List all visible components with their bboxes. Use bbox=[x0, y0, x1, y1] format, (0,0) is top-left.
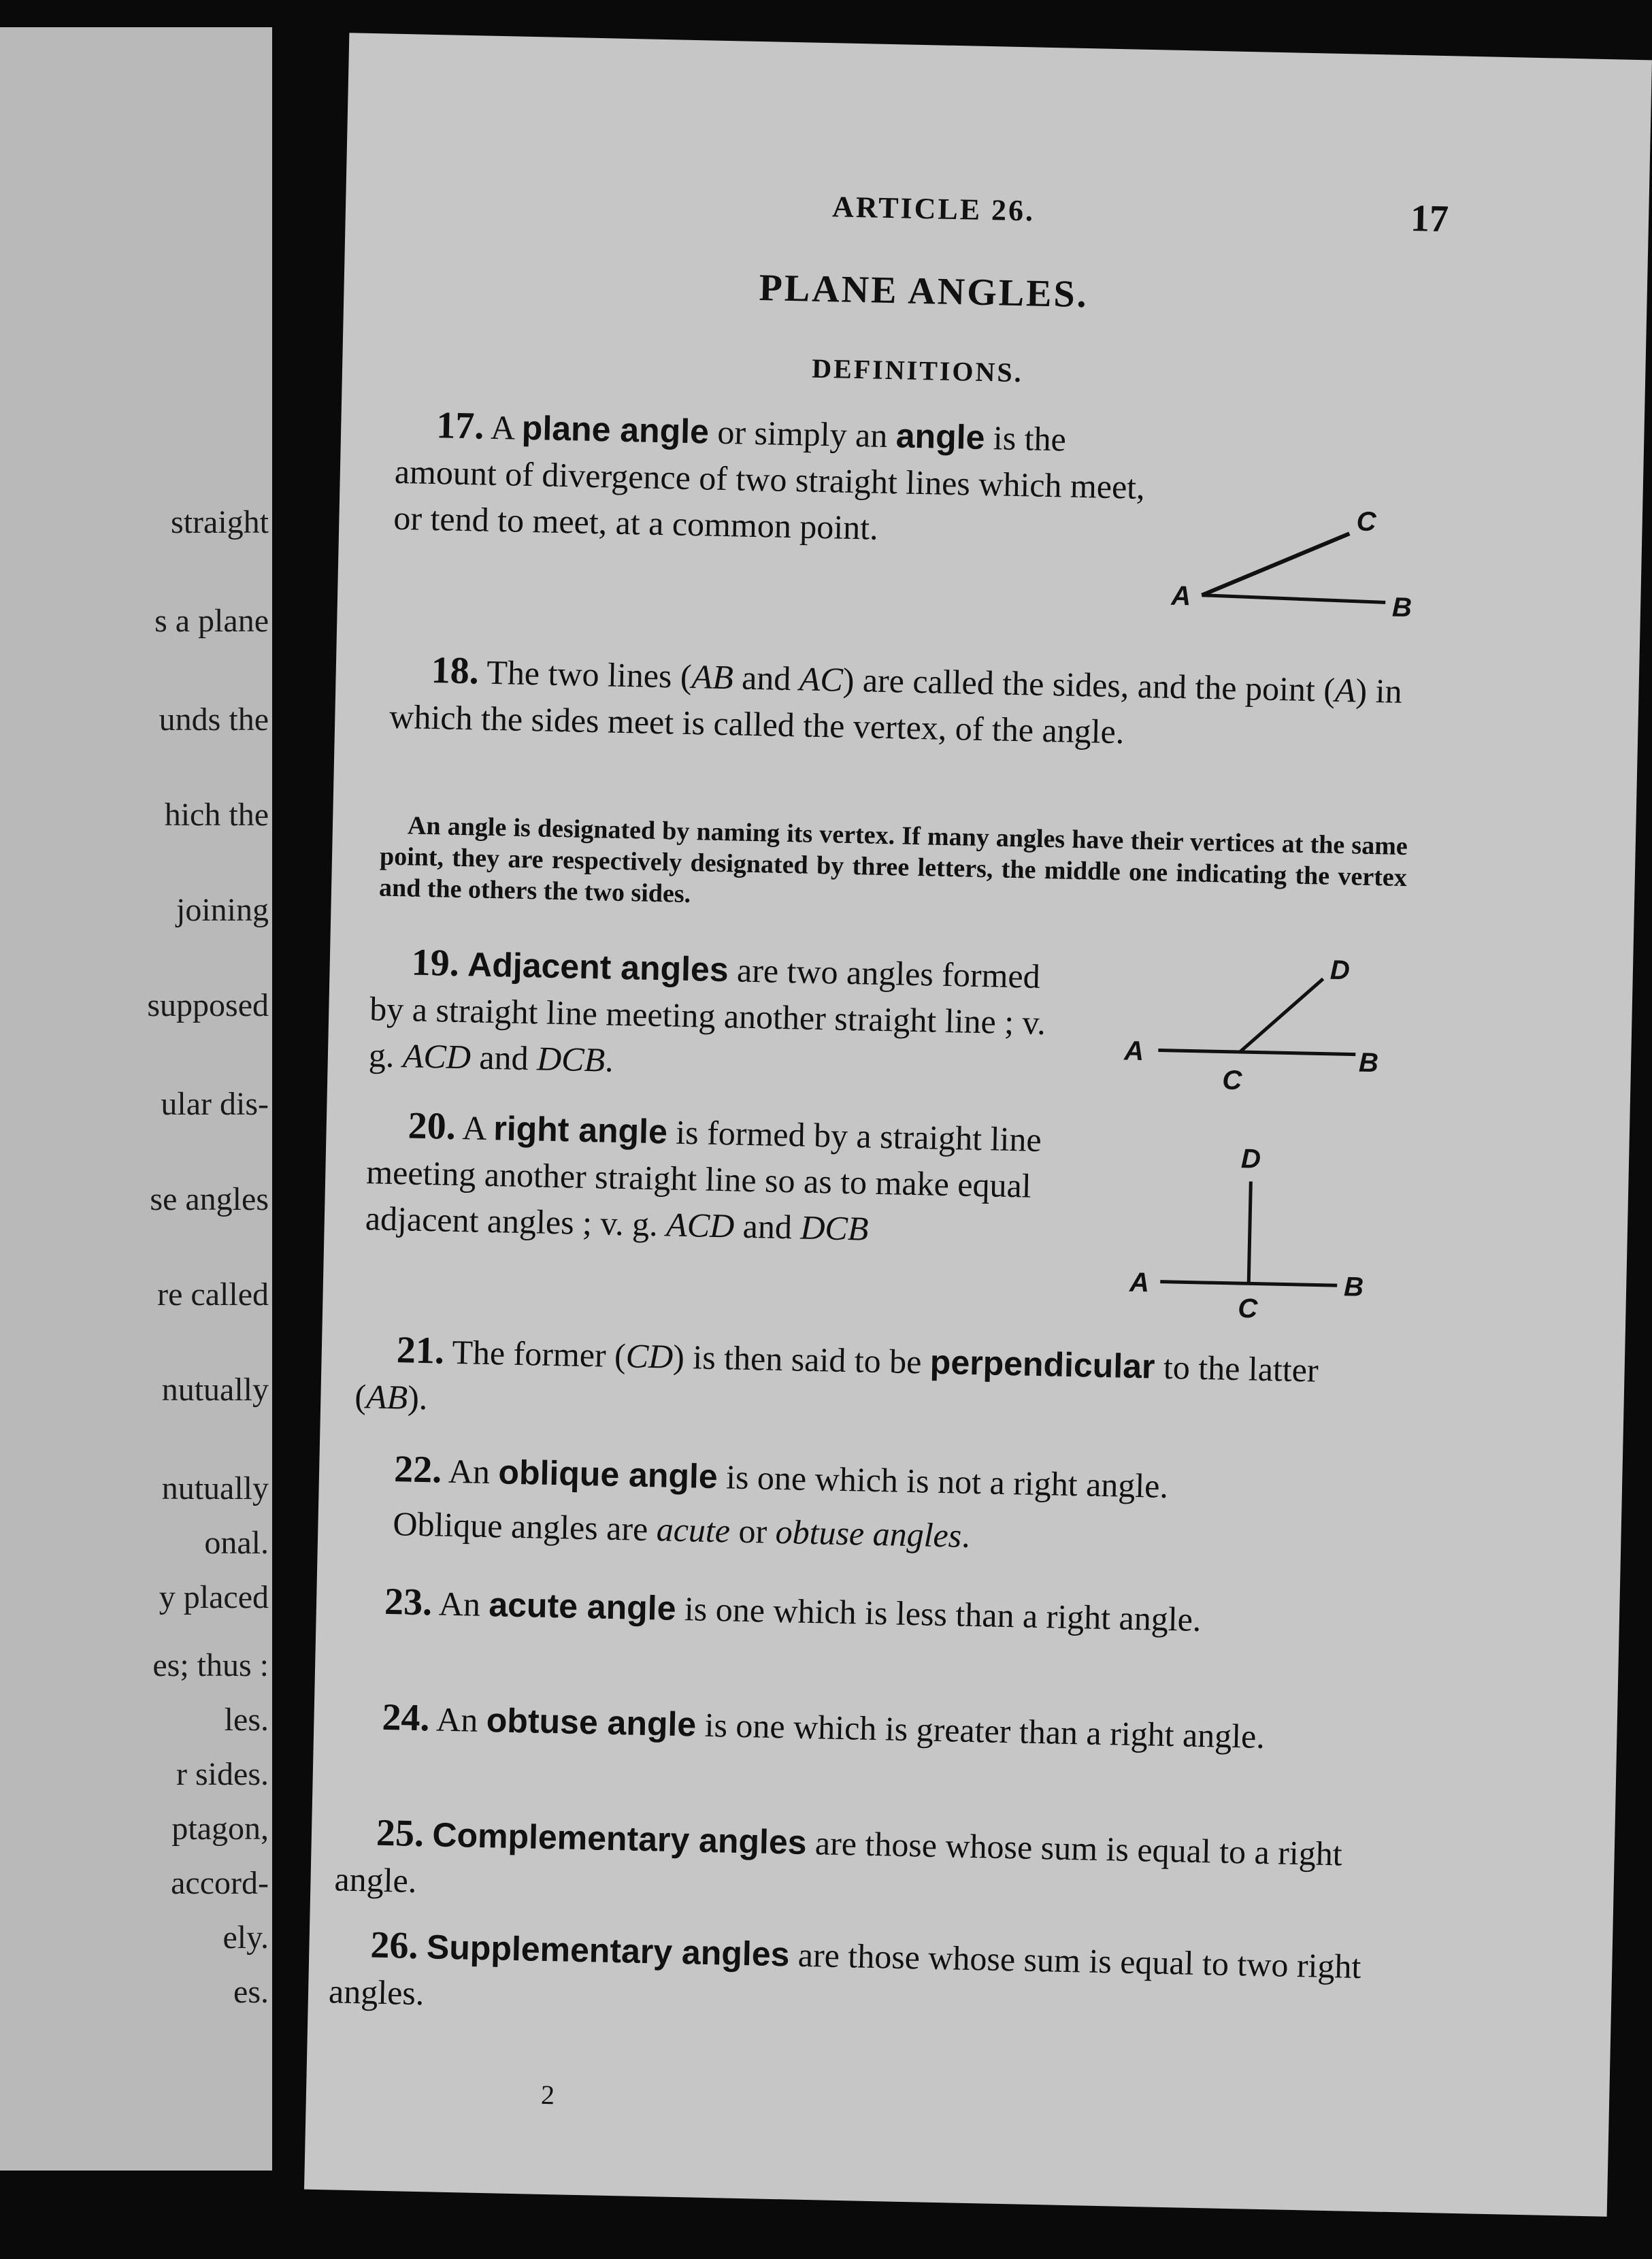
italic-text: AC bbox=[799, 659, 844, 699]
term-acute-angle: acute angle bbox=[488, 1585, 677, 1628]
note-designation: An angle is designated by naming its vertex. If many angles have their vertices at the same point, they are respectively designated by three letters, the middle one indicating the vertex and the others the two sides. bbox=[378, 811, 1408, 909]
facing-page-fragment: es; thus : bbox=[152, 1647, 269, 1683]
text: ). bbox=[407, 1378, 428, 1417]
definition-23 bbox=[343, 1578, 1378, 1647]
facing-page-fragment: y placed bbox=[159, 1579, 269, 1615]
definition-19 bbox=[368, 938, 1078, 1093]
text: ) are called the sides, and the point ( bbox=[842, 660, 1336, 709]
def-number: 17. bbox=[435, 404, 484, 448]
line-ab bbox=[1158, 1051, 1355, 1055]
text: . bbox=[604, 1040, 614, 1079]
text: The former ( bbox=[451, 1332, 627, 1375]
figure-adjacent-angles bbox=[1116, 954, 1405, 1117]
figure-plane-angle bbox=[1160, 492, 1421, 633]
facing-page-edge bbox=[0, 27, 272, 2171]
text: ) is then said to be bbox=[672, 1337, 931, 1381]
label-c: C bbox=[1221, 1065, 1242, 1096]
italic-text: A bbox=[1334, 670, 1357, 710]
text: is formed by a straight line meeting another straight line so as to make equal adjacent angles ; v. g. bbox=[365, 1112, 1042, 1244]
def-number: 22. bbox=[393, 1448, 442, 1491]
label-b: B bbox=[1358, 1047, 1379, 1078]
facing-page-fragment: supposed bbox=[147, 987, 269, 1023]
line-cd bbox=[1249, 1181, 1251, 1283]
text: and bbox=[470, 1038, 538, 1078]
facing-page-fragment: s a plane bbox=[154, 603, 269, 639]
text: An bbox=[448, 1451, 499, 1491]
italic-text: ACD bbox=[665, 1205, 735, 1245]
facing-page-fragment: ely. bbox=[222, 1919, 269, 1956]
term-complementary-angles: Complementary angles bbox=[431, 1815, 808, 1862]
facing-page-fragment: les. bbox=[224, 1702, 269, 1738]
label-a: A bbox=[1170, 580, 1191, 612]
line-ab bbox=[1202, 595, 1385, 603]
italic-text: AB bbox=[365, 1377, 408, 1417]
facing-page-fragment: re called bbox=[157, 1276, 269, 1313]
facing-page-fragment: straight bbox=[171, 504, 269, 540]
italic-text: AB bbox=[691, 657, 734, 697]
text: A bbox=[461, 1108, 494, 1148]
text: and bbox=[733, 658, 800, 698]
facing-page-fragment: ptagon, bbox=[171, 1811, 269, 1847]
def-number: 20. bbox=[408, 1104, 457, 1148]
term-oblique-angle: oblique angle bbox=[497, 1453, 718, 1496]
text: are those whose sum is equal to two right angles. bbox=[328, 1935, 1361, 2013]
term-perpendicular: perpendicular bbox=[929, 1342, 1156, 1386]
facing-page-fragment: hich the bbox=[164, 797, 269, 833]
facing-page-fragment: nutually bbox=[161, 1470, 269, 1506]
text: Oblique angles are bbox=[392, 1504, 657, 1549]
def-number: 19. bbox=[411, 941, 460, 985]
term-angle: angle bbox=[895, 416, 986, 457]
text: and bbox=[733, 1206, 802, 1247]
facing-page-fragment: ular dis- bbox=[161, 1086, 269, 1122]
facing-page-fragment: unds the bbox=[159, 702, 269, 738]
facing-page-fragment: se angles bbox=[150, 1181, 269, 1217]
italic-text: obtuse angles bbox=[775, 1512, 962, 1555]
term-plane-angle: plane angle bbox=[521, 408, 710, 451]
text: is the amount of divergence of two straight lines which meet, or tend to meet, at a common point. bbox=[393, 418, 1146, 547]
label-d: D bbox=[1329, 955, 1351, 986]
def-number: 21. bbox=[396, 1329, 445, 1372]
italic-text: DCB bbox=[799, 1208, 869, 1248]
label-b: B bbox=[1343, 1272, 1364, 1302]
text: are two angles formed by a straight line meeting another straight line ; v. g. bbox=[368, 951, 1046, 1075]
text: or simply an bbox=[708, 412, 897, 455]
def-number: 25. bbox=[376, 1811, 425, 1856]
text: . bbox=[961, 1516, 971, 1555]
text: An bbox=[435, 1700, 487, 1740]
text: is one which is not a right angle. bbox=[717, 1457, 1169, 1505]
def-number: 23. bbox=[384, 1580, 433, 1624]
text: ) in which the sides meet is called the vertex, of the angle. bbox=[389, 671, 1403, 751]
def-number: 26. bbox=[369, 1924, 419, 1968]
text: An bbox=[438, 1584, 490, 1624]
book-page bbox=[304, 33, 1652, 2216]
term-right-angle: right angle bbox=[493, 1109, 668, 1151]
definition-24 bbox=[341, 1694, 1376, 1762]
italic-text: DCB bbox=[536, 1039, 606, 1079]
term-adjacent-angles: Adjacent angles bbox=[467, 945, 729, 989]
definition-17 bbox=[393, 401, 1158, 557]
italic-text: CD bbox=[625, 1336, 674, 1376]
text: A bbox=[490, 408, 523, 447]
text: to the latter ( bbox=[354, 1347, 1319, 1416]
page-title: PLANE ANGLES. bbox=[759, 266, 1089, 316]
term-supplementary-angles: Supplementary angles bbox=[426, 1928, 790, 1974]
facing-page-fragment: nutually bbox=[161, 1372, 269, 1408]
text: or bbox=[729, 1511, 776, 1551]
facing-page-fragment: es. bbox=[233, 1974, 269, 2010]
facing-page-fragment: joining bbox=[176, 892, 269, 928]
label-a: A bbox=[1129, 1267, 1150, 1298]
section-subtitle: DEFINITIONS. bbox=[811, 352, 1024, 389]
line-ac bbox=[1202, 531, 1349, 598]
text: is one which is less than a right angle. bbox=[675, 1589, 1202, 1639]
definition-18 bbox=[389, 646, 1412, 761]
signature-mark: 2 bbox=[540, 2079, 555, 2111]
text: is one which is greater than a right angle. bbox=[695, 1705, 1266, 1756]
definition-20 bbox=[365, 1102, 1075, 1256]
italic-text: acute bbox=[656, 1510, 731, 1550]
facing-page-fragment: accord- bbox=[171, 1865, 269, 1901]
def-number: 18. bbox=[431, 649, 480, 693]
term-obtuse-angle: obtuse angle bbox=[486, 1701, 697, 1744]
facing-page-fragment: r sides. bbox=[176, 1756, 269, 1792]
label-c: C bbox=[1237, 1293, 1258, 1324]
definition-21 bbox=[354, 1326, 1391, 1441]
facing-page-fragment: onal. bbox=[204, 1525, 269, 1561]
italic-text: ACD bbox=[402, 1036, 472, 1076]
figure-right-angle bbox=[1112, 1144, 1402, 1334]
label-b: B bbox=[1391, 592, 1413, 623]
label-d: D bbox=[1240, 1144, 1261, 1174]
label-a: A bbox=[1123, 1036, 1144, 1067]
page-number: 17 bbox=[1410, 197, 1449, 241]
label-c: C bbox=[1356, 506, 1377, 538]
text: are those whose sum is equal to a right angle. bbox=[333, 1823, 1343, 1900]
def-number: 24. bbox=[381, 1696, 431, 1740]
text: The two lines ( bbox=[486, 653, 693, 696]
definition-25 bbox=[334, 1809, 1370, 1924]
definition-26 bbox=[328, 1921, 1364, 2036]
running-head: ARTICLE 26. bbox=[831, 190, 1036, 228]
line-cd bbox=[1240, 977, 1323, 1053]
